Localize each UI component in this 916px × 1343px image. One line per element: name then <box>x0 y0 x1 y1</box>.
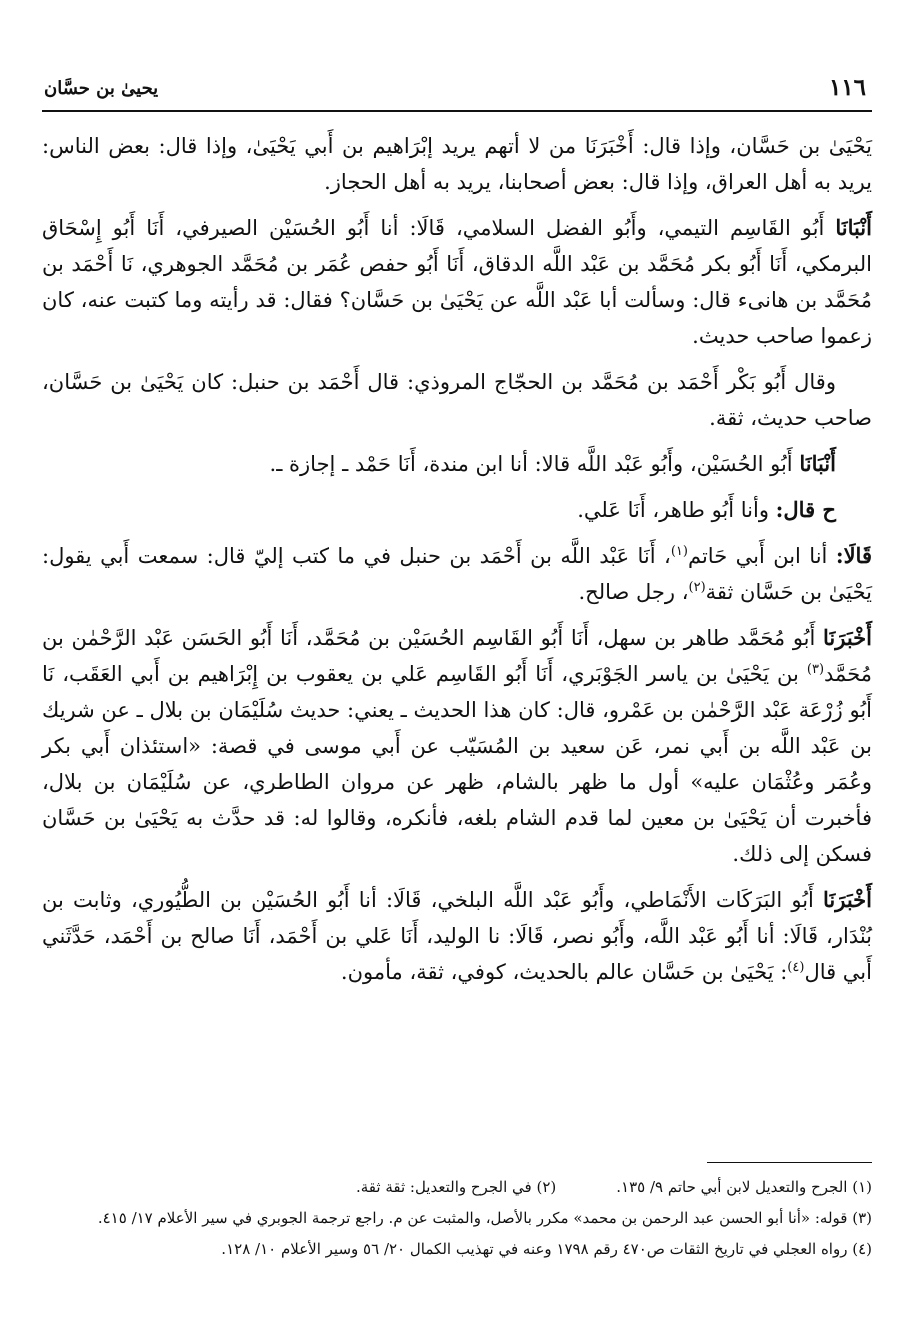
footnote: (١) الجرح والتعديل لابن أبي حاتم ٩/ ١٣٥. <box>616 1178 872 1196</box>
isnad-lead: أَخْبَرَنَا <box>823 887 872 912</box>
paragraph <box>42 210 872 354</box>
footnote: (٢) في الجرح والتعديل: ثقة ثقة. <box>355 1178 557 1196</box>
footnote-marker[interactable]: (٣) <box>806 662 825 677</box>
paragraph-text: وأنا أَبُو طاهر، أَنَا عَلي. <box>577 498 776 522</box>
footnote-divider <box>707 1162 872 1163</box>
paragraph-text: ، أَنَا عَبْد اللَّه بن أَحْمَد بن حنبل في ما كتب إليّ قال: سمعت أَبي يقول: يَحْيَىٰ بن حَسَّان ثقة <box>42 544 872 604</box>
paragraph-text: بن يَحْيَىٰ بن ياسر الجَوْبَري، أَنَا أَبُو القَاسِم عَلي بن يعقوب بن إِبْرَاهيم بن أَبي العَقَب، نَا أَبُو زُرْعَة عَبْد الرَّحْمٰن بن عَمْرو، قال: كان هذا الحديث ـ يعني: حديث سُلَيْمَان بن بلال ـ عن شريك بن عَبْد اللَّه بن أَبي نمر، عَن سعيد بن المُسَيّب عن أَبي موسى في قصة: «استئذان أَبي بكر وعُمَر وعُثْمَان عليه» أول ما ظهر بالشام، ظهر عن مروان الطاطري، عن سُلَيْمَان بن بلال، فأخبرت أن يَحْيَىٰ بن معين لما قدم الشام بلغه، فأنكره، وقالوا له: قد حدَّث به يَحْيَىٰ بن حَسَّان فسكن إلى ذلك. <box>42 662 872 866</box>
paragraph-text: أنا ابن أَبي حَاتم <box>687 544 836 568</box>
paragraph <box>42 538 872 610</box>
main-text <box>42 128 872 990</box>
footnote-marker[interactable]: (٢) <box>688 580 706 595</box>
isnad-lead: أَخْبَرَنَا <box>823 625 872 650</box>
paragraph-text: أَبُو الحُسَيْن، وأَبُو عَبْد اللَّه قالا: أنا ابن مندة، أَنَا حَمْد ـ إجازة ـ. <box>269 452 800 476</box>
running-title: يحيىٰ بن حسَّان <box>44 78 159 99</box>
isnad-lead: أَنْبَانَا <box>799 451 836 476</box>
paragraph-text: : يَحْيَىٰ بن حَسَّان عالم بالحديث، كوفي، ثقة، مأمون. <box>340 960 788 984</box>
footnote: (٤) رواه العجلي في تاريخ الثقات ص٤٧٠ رقم ١٧٩٨ وعنه في تهذيب الكمال ٢٠/ ٥٦ وسير الأعلام ١٠/ ١٢٨. <box>221 1240 872 1258</box>
paragraph <box>42 364 872 436</box>
isnad-lead: ح قال: <box>775 497 836 522</box>
paragraph-text: أَبُو القَاسِم التيمي، وأَبُو الفضل السلامي، قَالَا: أنا أَبُو الحُسَيْن الصيرفي، أَنَا أَبُو إِسْحَاق البرمكي، أَنَا أَبُو بكر مُحَمَّد بن عَبْد اللَّه الدقاق، أَنَا أَبُو حفص عُمَر بن مُحَمَّد الجوهري، نَا أَحْمَد بن مُحَمَّد بن هانىء قال: وسألت أبا عَبْد اللَّه عن يَحْيَىٰ بن حَسَّان؟ فقال: قد رأيته وما كتبت عنه، كان زعموا صاحب حديث. <box>42 216 872 348</box>
isnad-lead: قَالَا: <box>835 543 872 568</box>
paragraph-text: أَبُو البَرَكَات الأَنْمَاطي، وأَبُو عَبْد اللَّه البلخي، قَالَا: أنا أَبُو الحُسَيْن بن الطُّيُوري، وثابت بن بُنْدَار، قَالَا: أنا أَبُو عَبْد اللَّه، وأَبُو نصر، قَالَا: نا الوليد، أَنَا عَلي بن أَحْمَد، أَنَا صالح بن أَحْمَد، حَدَّثَني أَبي قال <box>42 888 872 984</box>
paragraph <box>42 492 872 528</box>
paragraph <box>42 620 872 872</box>
paragraph-text: وقال أَبُو بَكْر أَحْمَد بن مُحَمَّد بن الحجّاج المروذي: قال أَحْمَد بن حنبل: كان يَحْيَىٰ بن حَسَّان، صاحب حديث، ثقة. <box>42 370 872 430</box>
paragraph-text: أَبُو مُحَمَّد طاهر بن سهل، أَنَا أَبُو القَاسِم الحُسَيْن بن مُحَمَّد، أَنَا أَبُو الحَسَن عَبْد الرَّحْمٰن بن مُحَمَّد <box>42 626 872 686</box>
book-page <box>42 70 872 1303</box>
paragraph <box>42 446 872 482</box>
footnote-marker[interactable]: (٤) <box>787 960 805 975</box>
footnote-marker[interactable]: (١) <box>670 544 688 559</box>
paragraph <box>42 128 872 200</box>
isnad-lead: أَنْبَانَا <box>835 215 872 240</box>
paragraph-text: يَحْيَىٰ بن حَسَّان، وإذا قال: أَخْبَرَنَا من لا أتهم يريد إبْرَاهيم بن أَبي يَحْيَىٰ، وإذا قال: بعض الناس: يريد به أهل العراق، وإذا قال: بعض أصحابنا، يريد به أهل الحجاز. <box>42 134 872 194</box>
footnotes <box>42 1162 872 1268</box>
footnote: (٣) قوله: «أنا أبو الحسن عبد الرحمن بن محمد» مكرر بالأصل، والمثبت عن م. راجع ترجمة الجوبري في سير الأعلام ١٧/ ٤١٥. <box>97 1209 872 1227</box>
paragraph <box>42 882 872 990</box>
footnote-row <box>42 1175 872 1200</box>
paragraph-text: ، رجل صالح. <box>578 580 689 604</box>
page-header <box>42 70 872 112</box>
page-number: ١١٦ <box>828 74 866 101</box>
